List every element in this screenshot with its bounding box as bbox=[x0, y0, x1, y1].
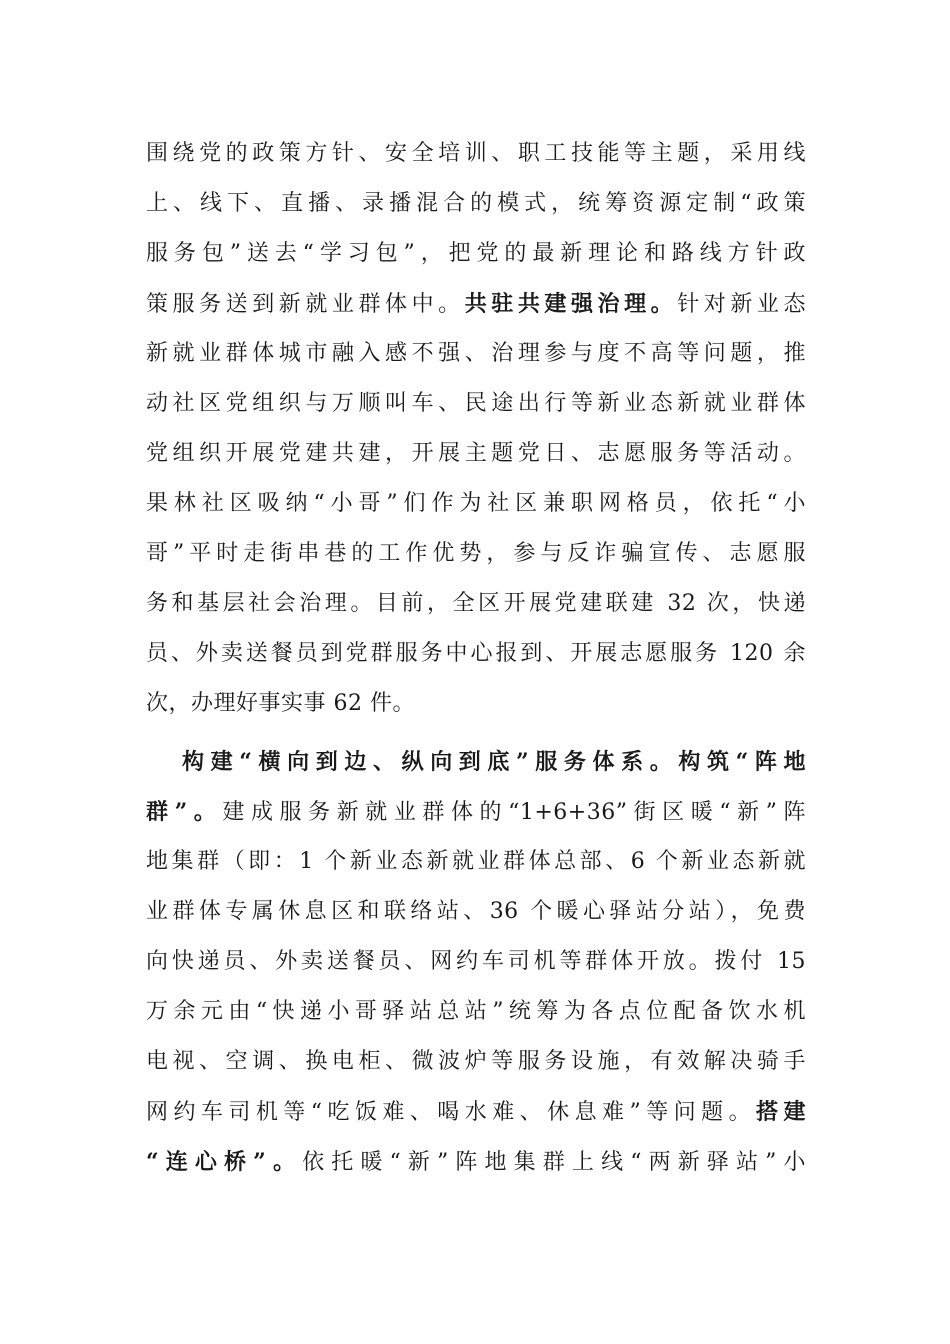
bold-heading: 共驻共建强治理。 bbox=[464, 291, 678, 317]
text-line: 党组织开展党建共建，开展主题党日、志愿服务等活动。 bbox=[146, 441, 806, 466]
text-line: 电视、空调、换电柜、微波炉等服务设施，有效解决骑手 bbox=[146, 1049, 806, 1074]
text-line: 万余元由“快递小哥驿站总站”统筹为各点位配备饮水机 bbox=[146, 999, 806, 1024]
text-line: 务和基层社会治理。目前，全区开展党建联建 32 次，快递 bbox=[146, 591, 806, 616]
text-span: 策服务送到新就业群体中。 bbox=[146, 292, 465, 317]
text-line: 上、线下、直播、录播混合的模式，统筹资源定制“政策 bbox=[146, 191, 806, 216]
text-line: 新就业群体城市融入感不强、治理参与度不高等问题，推 bbox=[146, 341, 806, 366]
text-span: 针对新业态 bbox=[677, 292, 806, 317]
text-line: 业群体专属休息区和联络站、36 个暖心驿站分站），免费 bbox=[146, 899, 806, 924]
text-span: 依托暖“新”阵地集群上线“两新驿站”小 bbox=[302, 1150, 806, 1175]
text-line bbox=[146, 1142, 806, 1182]
text-line: 果林社区吸纳“小哥”们作为社区兼职网格员，依托“小 bbox=[146, 491, 806, 516]
text-line bbox=[146, 792, 806, 832]
text-span: 建成服务新就业群体的“1+6+36”街区暖“新”阵 bbox=[222, 800, 806, 825]
text-line: 围绕党的政策方针、安全培训、职工技能等主题，采用线 bbox=[146, 141, 806, 166]
text-line: 向快递员、外卖送餐员、网约车司机等群体开放。拨付 15 bbox=[146, 949, 806, 974]
text-line bbox=[146, 284, 806, 324]
text-line: 次，办理好事实事 62 件。 bbox=[146, 691, 415, 716]
text-line: 地集群（即：1 个新业态新就业群体总部、6 个新业态新就 bbox=[146, 849, 806, 874]
bold-heading: “连心桥”。 bbox=[146, 1149, 303, 1175]
text-line: 服务包”送去“学习包”，把党的最新理论和路线方针政 bbox=[146, 241, 806, 266]
bold-heading: 群”。 bbox=[146, 799, 223, 825]
text-span: 网约车司机等“吃饭难、喝水难、休息难”等问题。 bbox=[146, 1100, 757, 1125]
text-line bbox=[146, 1092, 806, 1132]
section-heading: 构建“横向到边、纵向到底”服务体系。构筑“阵地 bbox=[182, 749, 806, 775]
bold-heading: 搭建 bbox=[756, 1099, 806, 1125]
text-line: 哥”平时走街串巷的工作优势，参与反诈骗宣传、志愿服 bbox=[146, 541, 806, 566]
text-line: 员、外卖送餐员到党群服务中心报到、开展志愿服务 120 余 bbox=[146, 641, 806, 666]
text-line: 动社区党组织与万顺叫车、民途出行等新业态新就业群体 bbox=[146, 391, 806, 416]
